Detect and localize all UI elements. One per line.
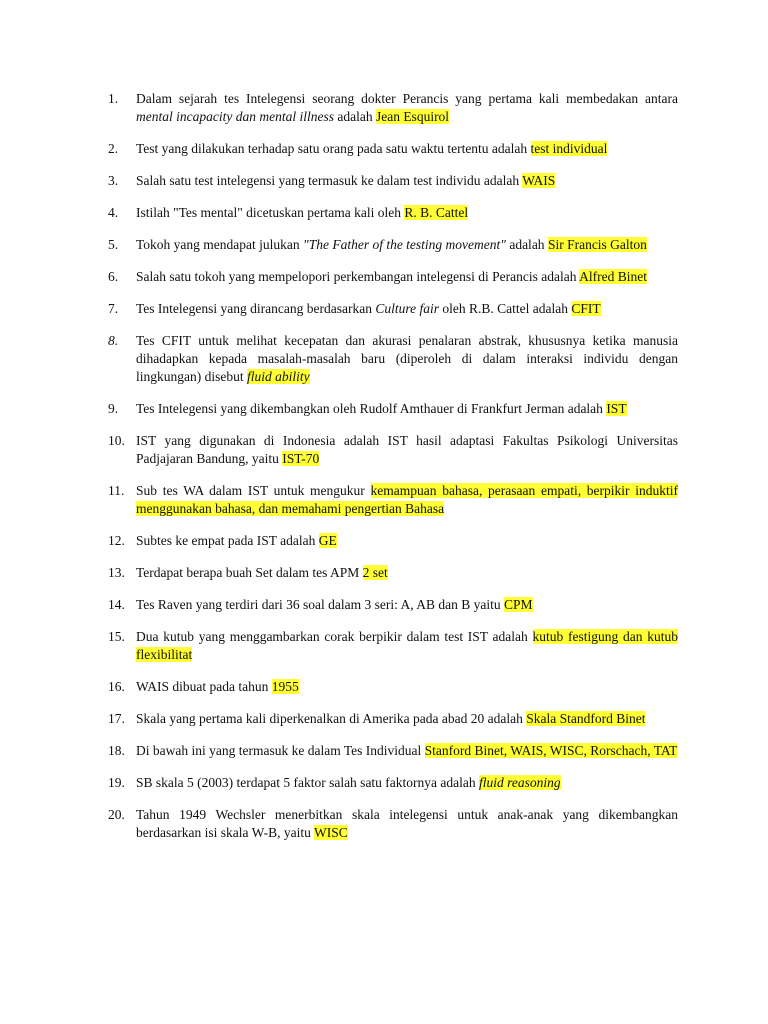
question-item	[108, 140, 678, 158]
answer-highlight: GE	[318, 533, 337, 548]
question-text	[136, 90, 678, 126]
question-text	[136, 482, 678, 518]
question-text	[136, 774, 678, 792]
question-segment: Salah satu tokoh yang mempelopori perkembangan intelegensi di Perancis adalah	[136, 269, 580, 284]
question-segment: Istilah "Tes mental" dicetuskan pertama kali oleh	[136, 205, 405, 220]
question-text	[136, 432, 678, 468]
answer-highlight: kutub festigung dan kutub flexibilitat	[136, 629, 678, 662]
question-number: 16.	[108, 679, 125, 694]
question-number: 11.	[108, 483, 125, 498]
question-segment: Skala yang pertama kali diperkenalkan di Amerika pada abad 20 adalah	[136, 711, 527, 726]
question-segment: WAIS dibuat pada tahun	[136, 679, 272, 694]
question-segment: IST yang digunakan di Indonesia adalah IST hasil adaptasi Fakultas Psikologi Universitas Padjajaran Bandung, yaitu	[136, 433, 678, 466]
question-text	[136, 236, 678, 254]
answer-highlight: Jean Esquirol	[375, 109, 450, 124]
question-text	[136, 172, 678, 190]
question-text	[136, 300, 678, 318]
answer-highlight: Alfred Binet	[579, 269, 647, 284]
question-text	[136, 564, 678, 582]
answer-highlight: 1955	[271, 679, 299, 694]
question-item	[108, 236, 678, 254]
question-number: 14.	[108, 597, 125, 612]
question-number: 6.	[108, 269, 119, 284]
question-item	[108, 482, 678, 518]
question-number: 8.	[108, 333, 119, 348]
question-number: 18.	[108, 743, 125, 758]
question-text	[136, 806, 678, 842]
question-item	[108, 678, 678, 696]
question-item	[108, 532, 678, 550]
question-number: 10.	[108, 433, 125, 448]
answer-highlight: fluid reasoning	[479, 775, 561, 790]
question-segment: Test yang dilakukan terhadap satu orang pada satu waktu tertentu adalah	[136, 141, 531, 156]
answer-highlight: R. B. Cattel	[404, 205, 469, 220]
question-list	[108, 90, 678, 856]
question-segment: Tes CFIT untuk melihat kecepatan dan akurasi penalaran abstrak, khususnya ketika manusia dihadapkan kepada masalah-masalah baru (diperoleh di dalam interaksi individu dengan lingkungan) disebut	[136, 333, 678, 384]
question-segment: Terdapat berapa buah Set dalam tes APM	[136, 565, 363, 580]
answer-highlight: kemampuan bahasa, perasaan empati, berpikir induktif menggunakan bahasa, dan memahami pengertian Bahasa	[136, 483, 678, 516]
answer-highlight: Sir Francis Galton	[547, 237, 647, 252]
question-item	[108, 268, 678, 286]
question-number: 17.	[108, 711, 125, 726]
question-segment: Sub tes WA dalam IST untuk mengukur	[136, 483, 371, 498]
question-number: 20.	[108, 807, 125, 822]
question-segment: "The Father of the testing movement"	[303, 237, 506, 252]
question-segment: Tahun 1949 Wechsler menerbitkan skala intelegensi untuk anak-anak yang dikembangkan berdasarkan isi skala W-B, yaitu	[136, 807, 678, 840]
question-segment: Tes Intelegensi yang dikembangkan oleh Rudolf Amthauer di Frankfurt Jerman adalah	[136, 401, 607, 416]
question-item	[108, 774, 678, 792]
question-item	[108, 564, 678, 582]
question-item	[108, 204, 678, 222]
question-segment: adalah	[333, 109, 376, 124]
question-number: 3.	[108, 173, 119, 188]
question-text	[136, 596, 678, 614]
question-text	[136, 532, 678, 550]
question-number: 12.	[108, 533, 125, 548]
question-segment: Subtes ke empat pada IST adalah	[136, 533, 319, 548]
question-segment: Salah satu test intelegensi yang termasuk ke dalam test individu adalah	[136, 173, 523, 188]
question-number: 19.	[108, 775, 125, 790]
question-segment: Di bawah ini yang termasuk ke dalam Tes Individual	[136, 743, 425, 758]
question-number: 9.	[108, 401, 119, 416]
question-item	[108, 432, 678, 468]
answer-highlight: test individual	[530, 141, 608, 156]
answer-highlight: CFIT	[571, 301, 601, 316]
question-item	[108, 710, 678, 728]
question-segment: mental incapacity dan mental illness	[136, 109, 334, 124]
question-segment: Dalam sejarah tes Intelegensi seorang dokter Perancis yang pertama kali membedakan antara	[136, 91, 678, 106]
question-item	[108, 332, 678, 386]
answer-highlight: WAIS	[522, 173, 556, 188]
question-segment: Tes Intelegensi yang dirancang berdasarkan	[136, 301, 376, 316]
question-text	[136, 400, 678, 418]
answer-highlight: IST-70	[282, 451, 320, 466]
answer-highlight: Skala Standford Binet	[526, 711, 646, 726]
question-segment: Culture fair	[375, 301, 439, 316]
question-text	[136, 710, 678, 728]
question-item	[108, 300, 678, 318]
question-segment: Tokoh yang mendapat julukan	[136, 237, 304, 252]
answer-highlight: CPM	[503, 597, 533, 612]
answer-highlight: fluid ability	[247, 369, 310, 384]
question-text	[136, 628, 678, 664]
question-segment: Dua kutub yang menggambarkan corak berpikir dalam test IST adalah	[136, 629, 533, 644]
question-item	[108, 172, 678, 190]
question-number: 5.	[108, 237, 119, 252]
answer-highlight: WISC	[313, 825, 348, 840]
question-item	[108, 806, 678, 842]
question-item	[108, 628, 678, 664]
answer-highlight: IST	[606, 401, 627, 416]
question-segment: oleh R.B. Cattel adalah	[438, 301, 572, 316]
question-number: 13.	[108, 565, 125, 580]
question-item	[108, 400, 678, 418]
question-segment: adalah	[505, 237, 548, 252]
question-text	[136, 742, 678, 760]
question-text	[136, 268, 678, 286]
question-text	[136, 140, 678, 158]
answer-highlight: 2 set	[362, 565, 388, 580]
question-segment: Tes Raven yang terdiri dari 36 soal dalam 3 seri: A, AB dan B yaitu	[136, 597, 504, 612]
question-item	[108, 90, 678, 126]
question-number: 1.	[108, 91, 119, 106]
question-text	[136, 678, 678, 696]
question-number: 2.	[108, 141, 119, 156]
question-text	[136, 332, 678, 386]
question-number: 4.	[108, 205, 119, 220]
question-number: 15.	[108, 629, 125, 644]
question-item	[108, 742, 678, 760]
question-item	[108, 596, 678, 614]
question-segment: SB skala 5 (2003) terdapat 5 faktor salah satu faktornya adalah	[136, 775, 480, 790]
question-text	[136, 204, 678, 222]
question-number: 7.	[108, 301, 119, 316]
answer-highlight: Stanford Binet, WAIS, WISC, Rorschach, TAT	[424, 743, 678, 758]
